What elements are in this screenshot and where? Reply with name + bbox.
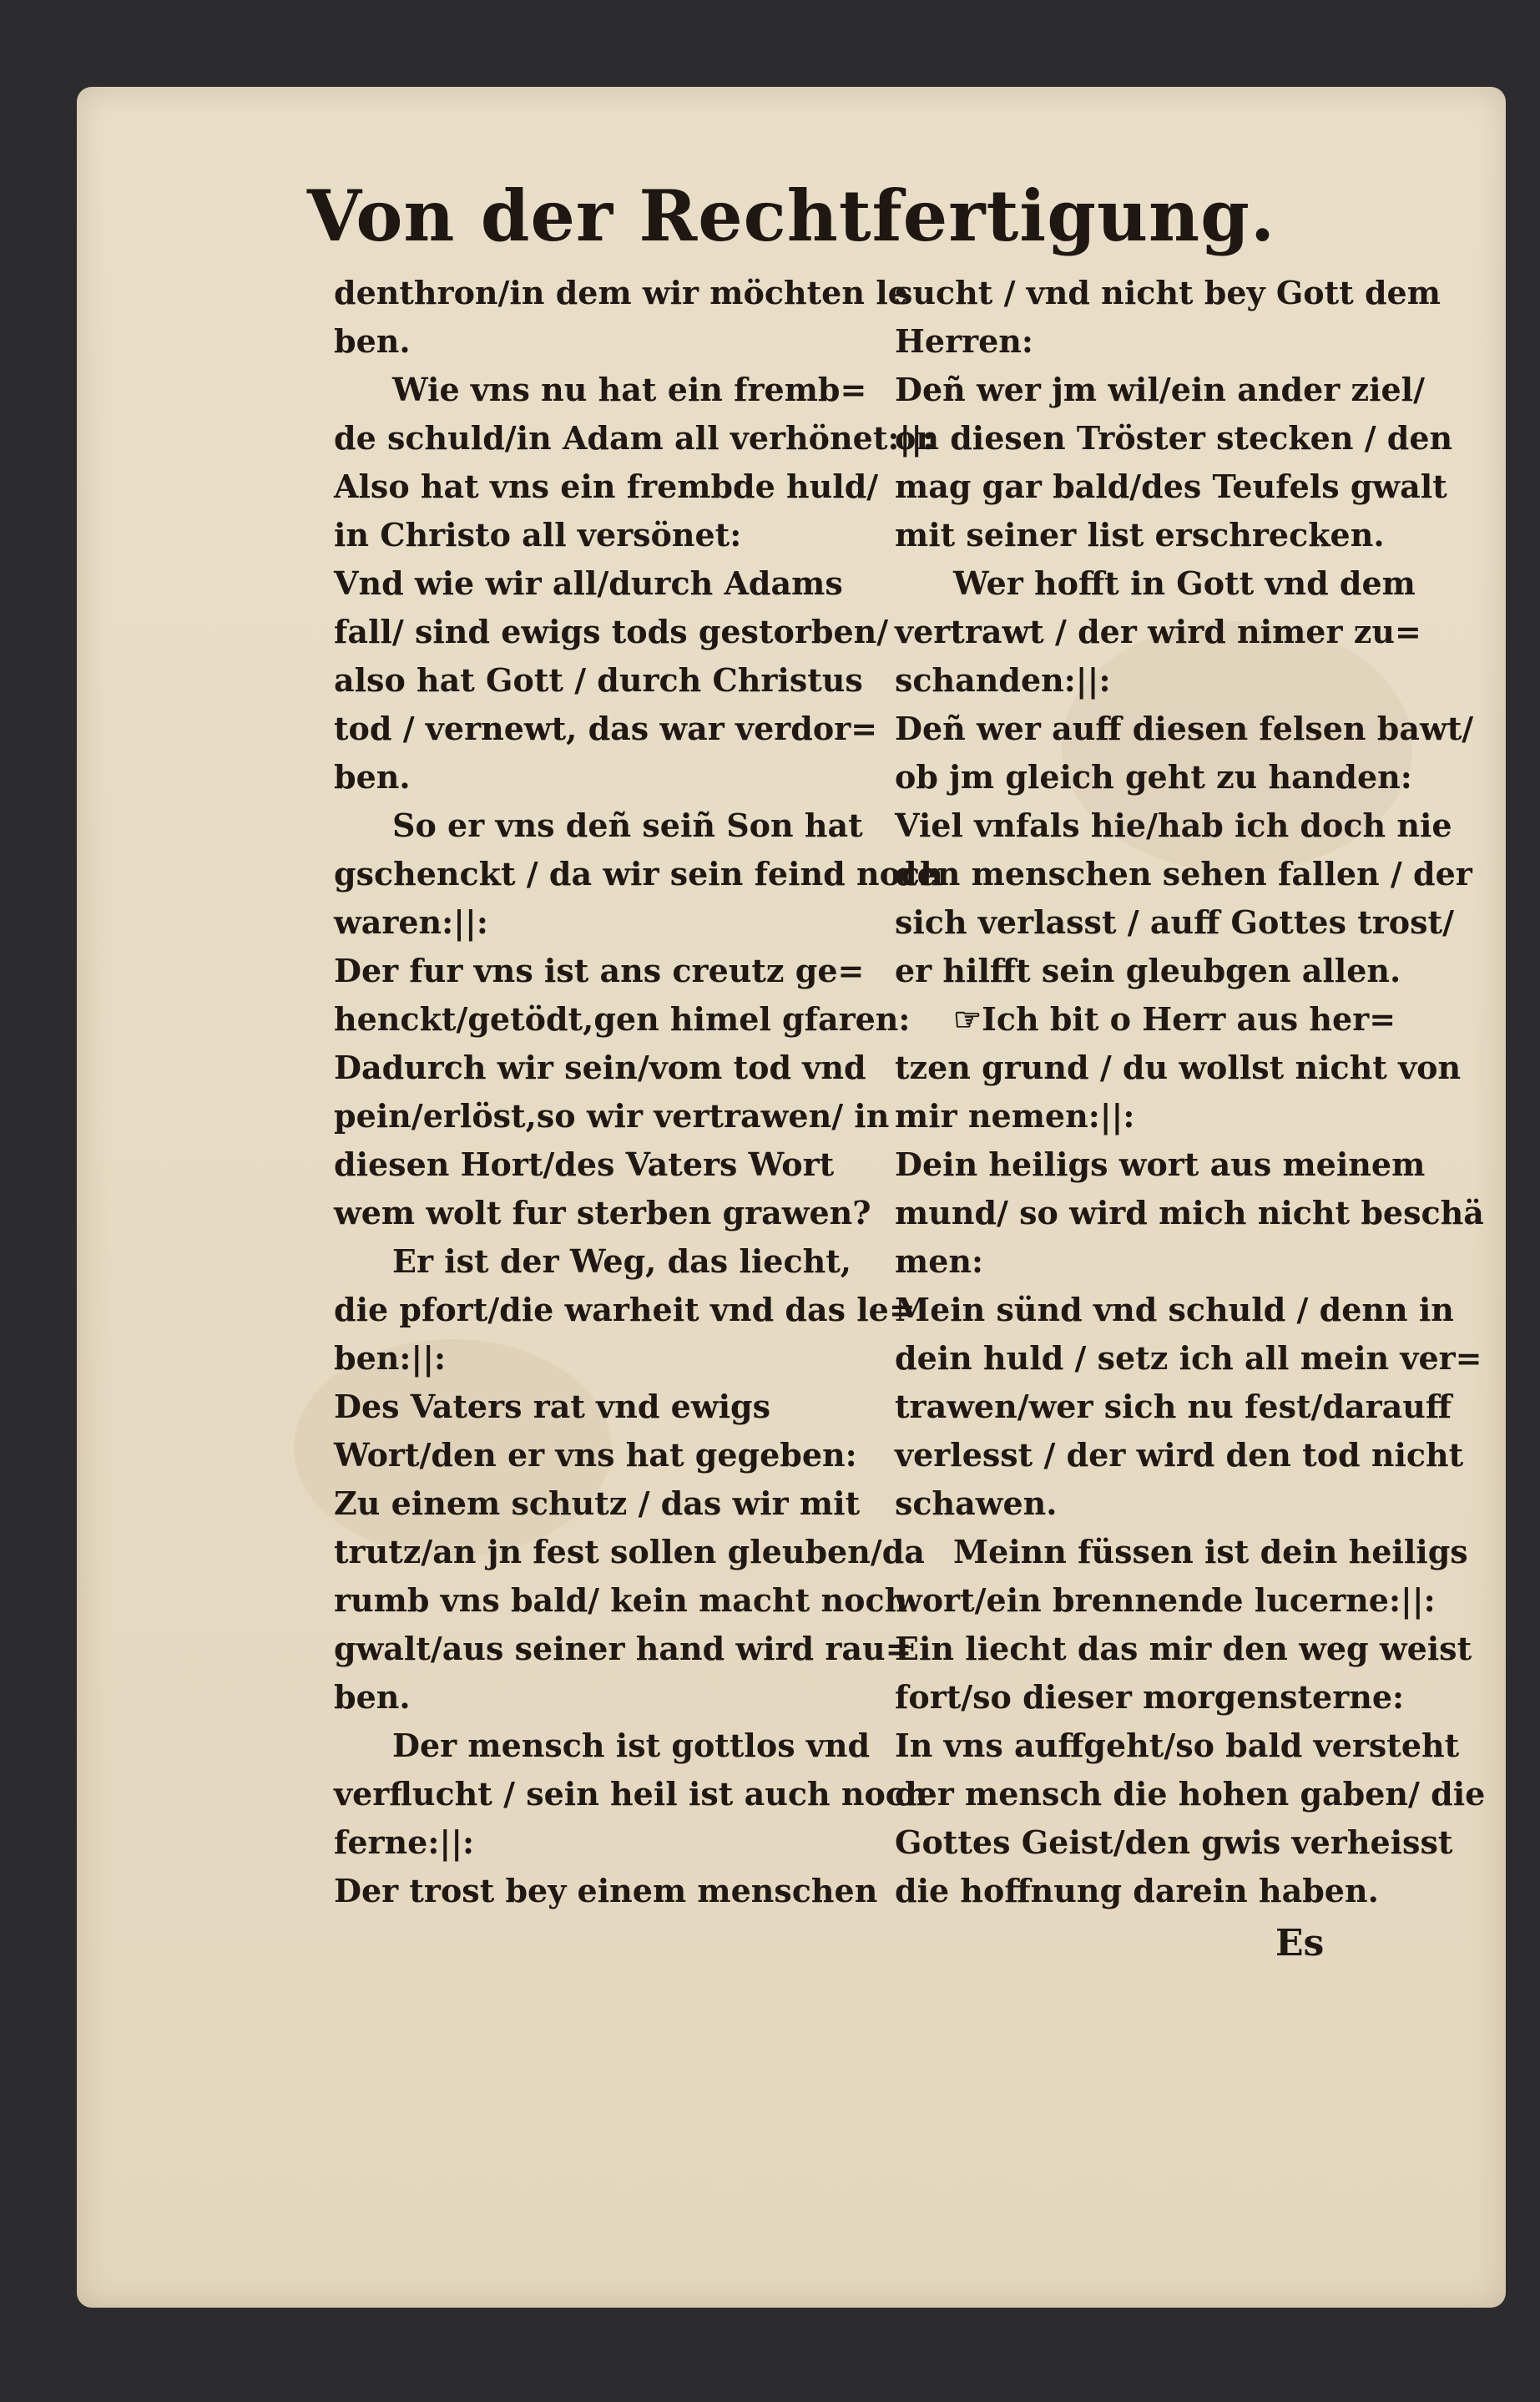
text-line: men:	[895, 1242, 984, 1280]
text-line: fort/so dieser morgensterne:	[895, 1678, 1405, 1716]
text-line: wort/ein brennende lucerne:||:	[895, 1581, 1436, 1619]
text-line: in Christo all versönet:	[334, 516, 742, 554]
page-title: Von der Rechtfertigung.	[306, 174, 1276, 257]
text-line: rumb vns bald/ kein macht noch	[334, 1581, 908, 1619]
text-line: ben.	[334, 322, 411, 360]
book-page	[77, 87, 1506, 2308]
text-line: mir nemen:||:	[895, 1097, 1135, 1135]
text-line: tzen grund / du wollst nicht von	[895, 1049, 1462, 1086]
text-line: Ein liecht das mir den weg weist	[895, 1630, 1472, 1667]
text-line: sucht / vnd nicht bey Gott dem	[895, 274, 1441, 311]
text-line: Deñ wer jm wil/ein ander ziel/	[895, 371, 1425, 408]
text-line: vertrawt / der wird nimer zu=	[895, 613, 1421, 650]
text-line: ☞Ich bit o Herr aus her=	[953, 1000, 1396, 1038]
text-line: Wort/den er vns hat gegeben:	[334, 1436, 857, 1474]
text-line: der mensch die hohen gaben/ die	[895, 1775, 1486, 1813]
text-line: Zu einem schutz / das wir mit	[334, 1484, 861, 1522]
right-column	[895, 269, 1486, 1915]
text-line: ben.	[334, 758, 411, 796]
text-line: Der fur vns ist ans creutz ge=	[334, 952, 865, 989]
text-line: ben.	[334, 1678, 411, 1716]
text-line: gwalt/aus seiner hand wird rau=	[334, 1630, 912, 1667]
text-line: mag gar bald/des Teufels gwalt	[895, 468, 1447, 505]
text-line: Viel vnfals hie/hab ich doch nie	[895, 807, 1452, 844]
text-line: Meinn füssen ist dein heiligs	[953, 1533, 1468, 1570]
text-line: In vns auffgeht/so bald versteht	[895, 1727, 1460, 1764]
text-line: Gottes Geist/den gwis verheisst	[895, 1823, 1453, 1861]
text-line: diesen Hort/des Vaters Wort	[334, 1145, 835, 1183]
text-line: Der trost bey einem menschen	[334, 1872, 878, 1909]
text-line: Herren:	[895, 322, 1033, 360]
text-line: mund/ so wird mich nicht beschä	[895, 1194, 1484, 1231]
text-line: gschenckt / da wir sein feind noch	[334, 855, 943, 893]
text-line: tod / vernewt, das war verdor=	[334, 710, 878, 747]
text-line: Deñ wer auff diesen felsen bawt/	[895, 710, 1474, 747]
text-line: den menschen sehen fallen / der	[895, 855, 1472, 893]
text-line: schanden:||:	[895, 661, 1111, 699]
text-line: Dein heiligs wort aus meinem	[895, 1145, 1426, 1183]
text-line: Dadurch wir sein/vom tod vnd	[334, 1049, 866, 1086]
text-line: schawen.	[895, 1484, 1058, 1522]
text-line: trawen/wer sich nu fest/darauff	[895, 1388, 1452, 1425]
text-line: verlesst / der wird den tod nicht	[895, 1436, 1464, 1474]
text-line: ben:||:	[334, 1339, 447, 1377]
text-line: Wie vns nu hat ein fremb=	[392, 371, 867, 408]
text-line: denthron/in dem wir möchten le	[334, 274, 908, 311]
text-line: verflucht / sein heil ist auch noch	[334, 1775, 928, 1813]
text-line: ob jm gleich geht zu handen:	[895, 758, 1412, 796]
text-line: wem wolt fur sterben grawen?	[334, 1194, 871, 1231]
text-line: Der mensch ist gottlos vnd	[392, 1727, 871, 1764]
left-column	[334, 269, 943, 1915]
text-line: dein huld / setz ich all mein ver=	[895, 1339, 1482, 1377]
catchword: Es	[1275, 1922, 1325, 1965]
text-line: Des Vaters rat vnd ewigs	[334, 1388, 770, 1425]
text-line: So er vns deñ seiñ Son hat	[392, 807, 863, 844]
text-line: trutz/an jn fest sollen gleuben/da	[334, 1533, 925, 1570]
text-line: on diesen Tröster stecken / den	[895, 419, 1453, 457]
text-line: die hoffnung darein haben.	[895, 1872, 1379, 1909]
text-line: sich verlasst / auff Gottes trost/	[895, 903, 1454, 941]
text-line: fall/ sind ewigs tods gestorben/	[334, 613, 889, 650]
text-line: also hat Gott / durch Christus	[334, 661, 863, 699]
text-line: waren:||:	[334, 903, 488, 941]
text-line: die pfort/die warheit vnd das le=	[334, 1291, 916, 1328]
text-line: Er ist der Weg, das liecht,	[392, 1242, 852, 1280]
text-line: Mein sünd vnd schuld / denn in	[895, 1291, 1454, 1328]
text-line: Wer hofft in Gott vnd dem	[953, 564, 1416, 602]
text-line: ferne:||:	[334, 1823, 475, 1861]
text-line: er hilfft sein gleubgen allen.	[895, 952, 1401, 989]
text-line: Also hat vns ein frembde huld/	[334, 468, 879, 505]
text-line: de schuld/in Adam all verhönet:||:	[334, 419, 935, 457]
text-line: henckt/getödt,gen himel gfaren:	[334, 1000, 911, 1038]
text-line: Vnd wie wir all/durch Adams	[334, 564, 843, 602]
text-line: mit seiner list erschrecken.	[895, 516, 1385, 554]
text-line: pein/erlöst,so wir vertrawen/ in	[334, 1097, 890, 1135]
